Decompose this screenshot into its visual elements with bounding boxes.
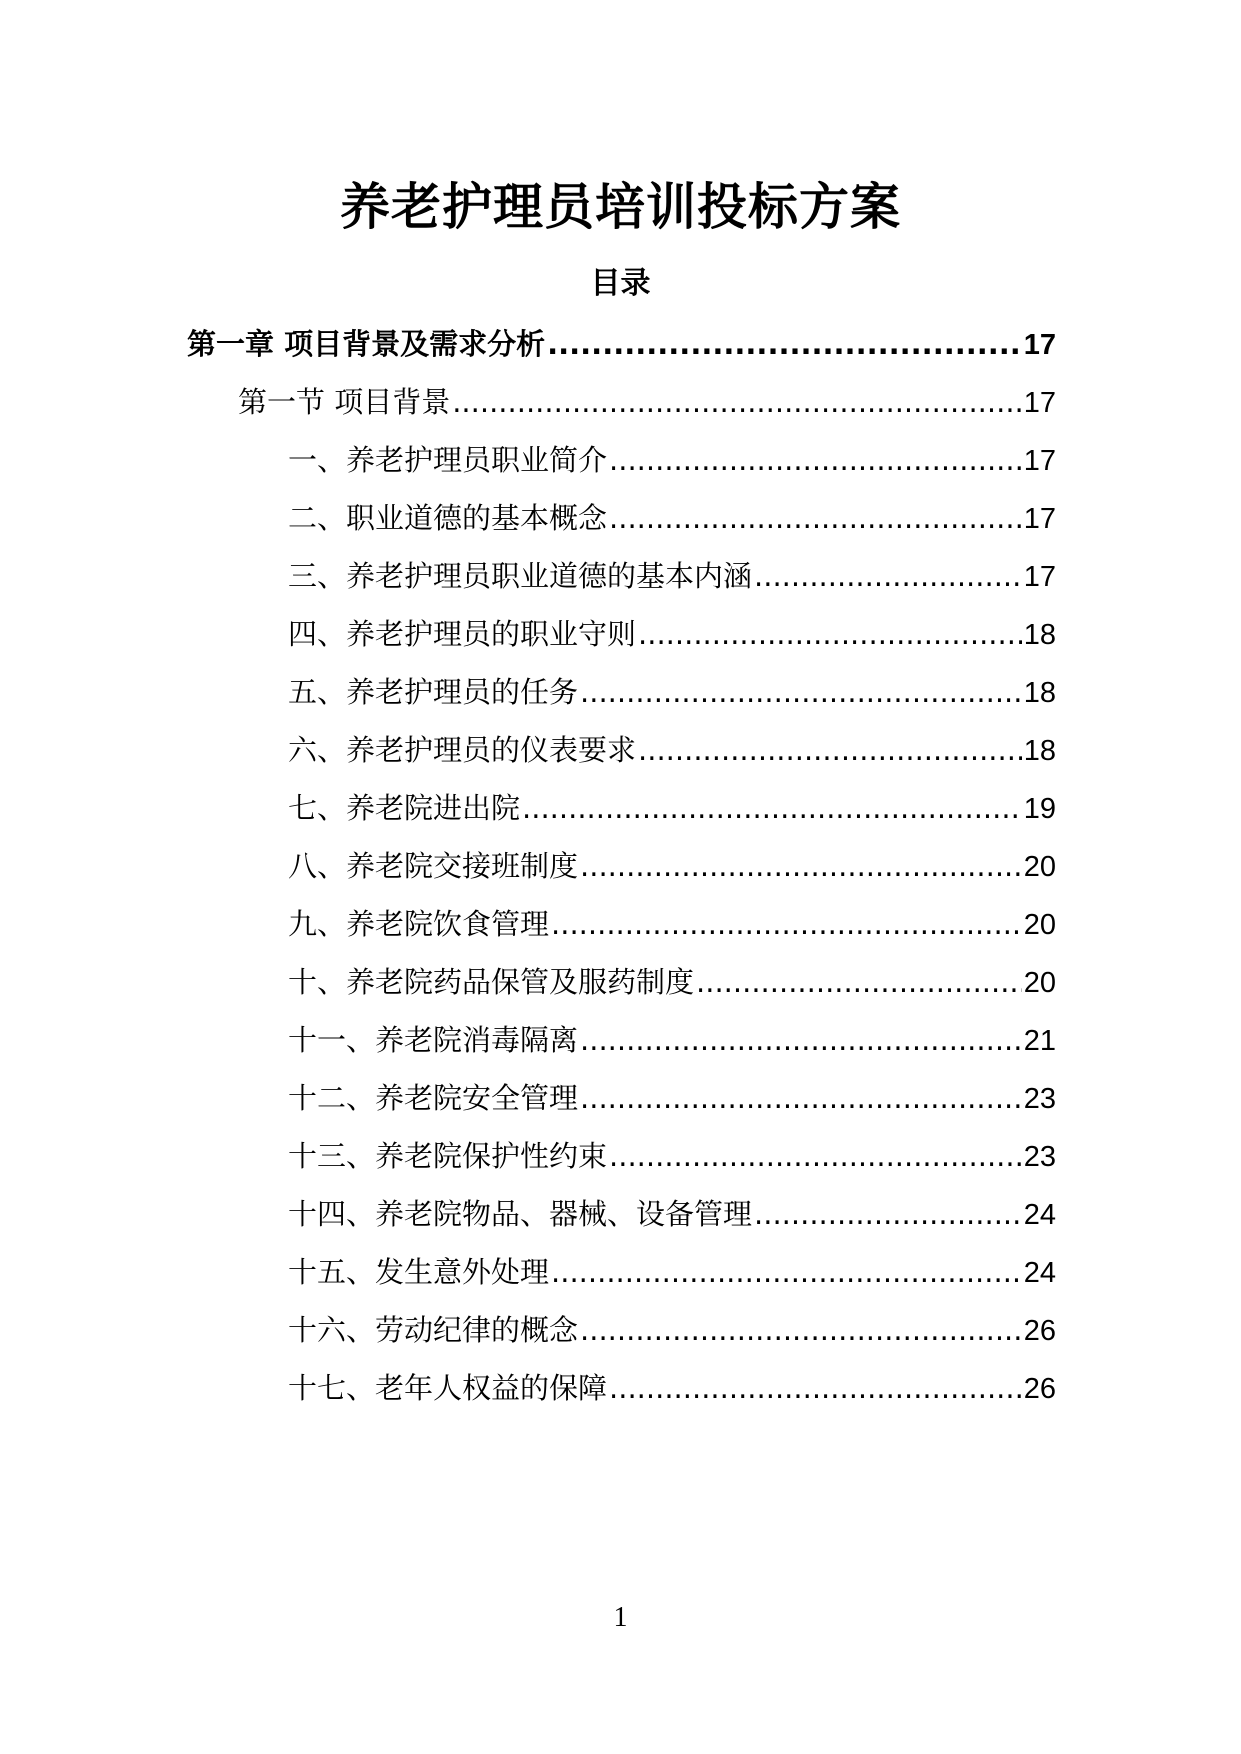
toc-entry-page: 17 bbox=[1023, 445, 1056, 477]
toc-entry[interactable] bbox=[288, 728, 1056, 772]
toc-leader-dots bbox=[754, 554, 1022, 598]
toc-entry-page: 17 bbox=[1023, 329, 1056, 361]
toc-entry[interactable] bbox=[288, 902, 1056, 946]
toc-leader-dots bbox=[551, 1250, 1022, 1294]
toc-entry-page: 17 bbox=[1023, 387, 1056, 419]
toc-entry-title: 九、养老院饮食管理 bbox=[288, 907, 550, 941]
toc-entry-page: 21 bbox=[1023, 1025, 1056, 1057]
toc-entry-page: 20 bbox=[1023, 909, 1056, 941]
toc-entry[interactable] bbox=[288, 554, 1056, 598]
toc-leader-dots bbox=[580, 670, 1022, 714]
toc-entry[interactable] bbox=[288, 670, 1056, 714]
toc-entry-title: 十二、养老院安全管理 bbox=[288, 1081, 579, 1115]
toc-entry-title: 四、养老护理员的职业守则 bbox=[288, 617, 637, 651]
toc-leader-dots bbox=[580, 1308, 1022, 1352]
toc-entry-title: 三、养老护理员职业道德的基本内涵 bbox=[288, 559, 753, 593]
toc-entry-title: 十一、养老院消毒隔离 bbox=[288, 1023, 579, 1057]
toc-entry-title: 十六、劳动纪律的概念 bbox=[288, 1313, 579, 1347]
toc-leader-dots bbox=[609, 1134, 1022, 1178]
toc-entry-title: 七、养老院进出院 bbox=[288, 791, 521, 825]
toc-entry-title: 第一章 项目背景及需求分析 bbox=[187, 327, 546, 361]
toc-entry[interactable] bbox=[288, 496, 1056, 540]
toc-entry[interactable] bbox=[288, 1018, 1056, 1062]
toc-entry-title: 十五、发生意外处理 bbox=[288, 1255, 550, 1289]
toc-entry-title: 二、职业道德的基本概念 bbox=[288, 501, 608, 535]
toc-entry-title: 第一节 项目背景 bbox=[238, 385, 451, 419]
toc-entry[interactable] bbox=[288, 612, 1056, 656]
toc-leader-dots bbox=[696, 960, 1022, 1004]
toc-entry-page: 23 bbox=[1023, 1141, 1056, 1173]
toc-entry-page: 26 bbox=[1023, 1315, 1056, 1347]
toc-entry-page: 18 bbox=[1023, 677, 1056, 709]
toc-entry-page: 17 bbox=[1023, 503, 1056, 535]
toc-leader-dots bbox=[609, 1366, 1022, 1410]
toc-entry[interactable] bbox=[288, 1192, 1056, 1236]
toc-entry[interactable] bbox=[288, 1076, 1056, 1120]
toc-entry[interactable] bbox=[288, 960, 1056, 1004]
toc-entry[interactable] bbox=[288, 1250, 1056, 1294]
toc-entry[interactable] bbox=[288, 438, 1056, 482]
toc-leader-dots bbox=[609, 438, 1022, 482]
toc-leader-dots bbox=[452, 380, 1022, 424]
toc-entry-title: 十三、养老院保护性约束 bbox=[288, 1139, 608, 1173]
toc-entry[interactable] bbox=[288, 786, 1056, 830]
toc-leader-dots bbox=[580, 1076, 1022, 1120]
toc-entry[interactable] bbox=[238, 380, 1056, 424]
document-title: 养老护理员培训投标方案 bbox=[340, 178, 901, 236]
toc-entry-title: 十七、老年人权益的保障 bbox=[288, 1371, 608, 1405]
toc-entry-title: 八、养老院交接班制度 bbox=[288, 849, 579, 883]
toc-entry-title: 五、养老护理员的任务 bbox=[288, 675, 579, 709]
toc-entry-title: 十四、养老院物品、器械、设备管理 bbox=[288, 1197, 753, 1231]
toc-leader-dots bbox=[547, 322, 1022, 366]
toc-entry-page: 17 bbox=[1023, 561, 1056, 593]
toc-entry-page: 19 bbox=[1023, 793, 1056, 825]
toc-leader-dots bbox=[551, 902, 1022, 946]
toc-entry[interactable] bbox=[288, 1134, 1056, 1178]
toc-entry[interactable] bbox=[288, 1366, 1056, 1410]
toc-leader-dots bbox=[754, 1192, 1022, 1236]
toc-leader-dots bbox=[580, 1018, 1022, 1062]
toc-leader-dots bbox=[638, 728, 1022, 772]
toc-heading: 目录 bbox=[590, 266, 651, 301]
toc-entry-page: 23 bbox=[1023, 1083, 1056, 1115]
toc-entry[interactable] bbox=[288, 844, 1056, 888]
toc-entry-page: 18 bbox=[1023, 735, 1056, 767]
page-number: 1 bbox=[613, 1602, 628, 1633]
toc-entry-page: 20 bbox=[1023, 967, 1056, 999]
toc-entry-page: 20 bbox=[1023, 851, 1056, 883]
toc-leader-dots bbox=[580, 844, 1022, 888]
toc-entry-title: 六、养老护理员的仪表要求 bbox=[288, 733, 637, 767]
toc-entry-title: 一、养老护理员职业简介 bbox=[288, 443, 608, 477]
toc-entry[interactable] bbox=[288, 1308, 1056, 1352]
toc-leader-dots bbox=[609, 496, 1022, 540]
toc-entry[interactable] bbox=[187, 322, 1056, 366]
toc-leader-dots bbox=[638, 612, 1022, 656]
toc-entry-page: 24 bbox=[1023, 1199, 1056, 1231]
toc-entry-page: 26 bbox=[1023, 1373, 1056, 1405]
toc-entry-title: 十、养老院药品保管及服药制度 bbox=[288, 965, 695, 999]
toc-entry-page: 18 bbox=[1023, 619, 1056, 651]
toc-entry-page: 24 bbox=[1023, 1257, 1056, 1289]
toc-leader-dots bbox=[522, 786, 1022, 830]
